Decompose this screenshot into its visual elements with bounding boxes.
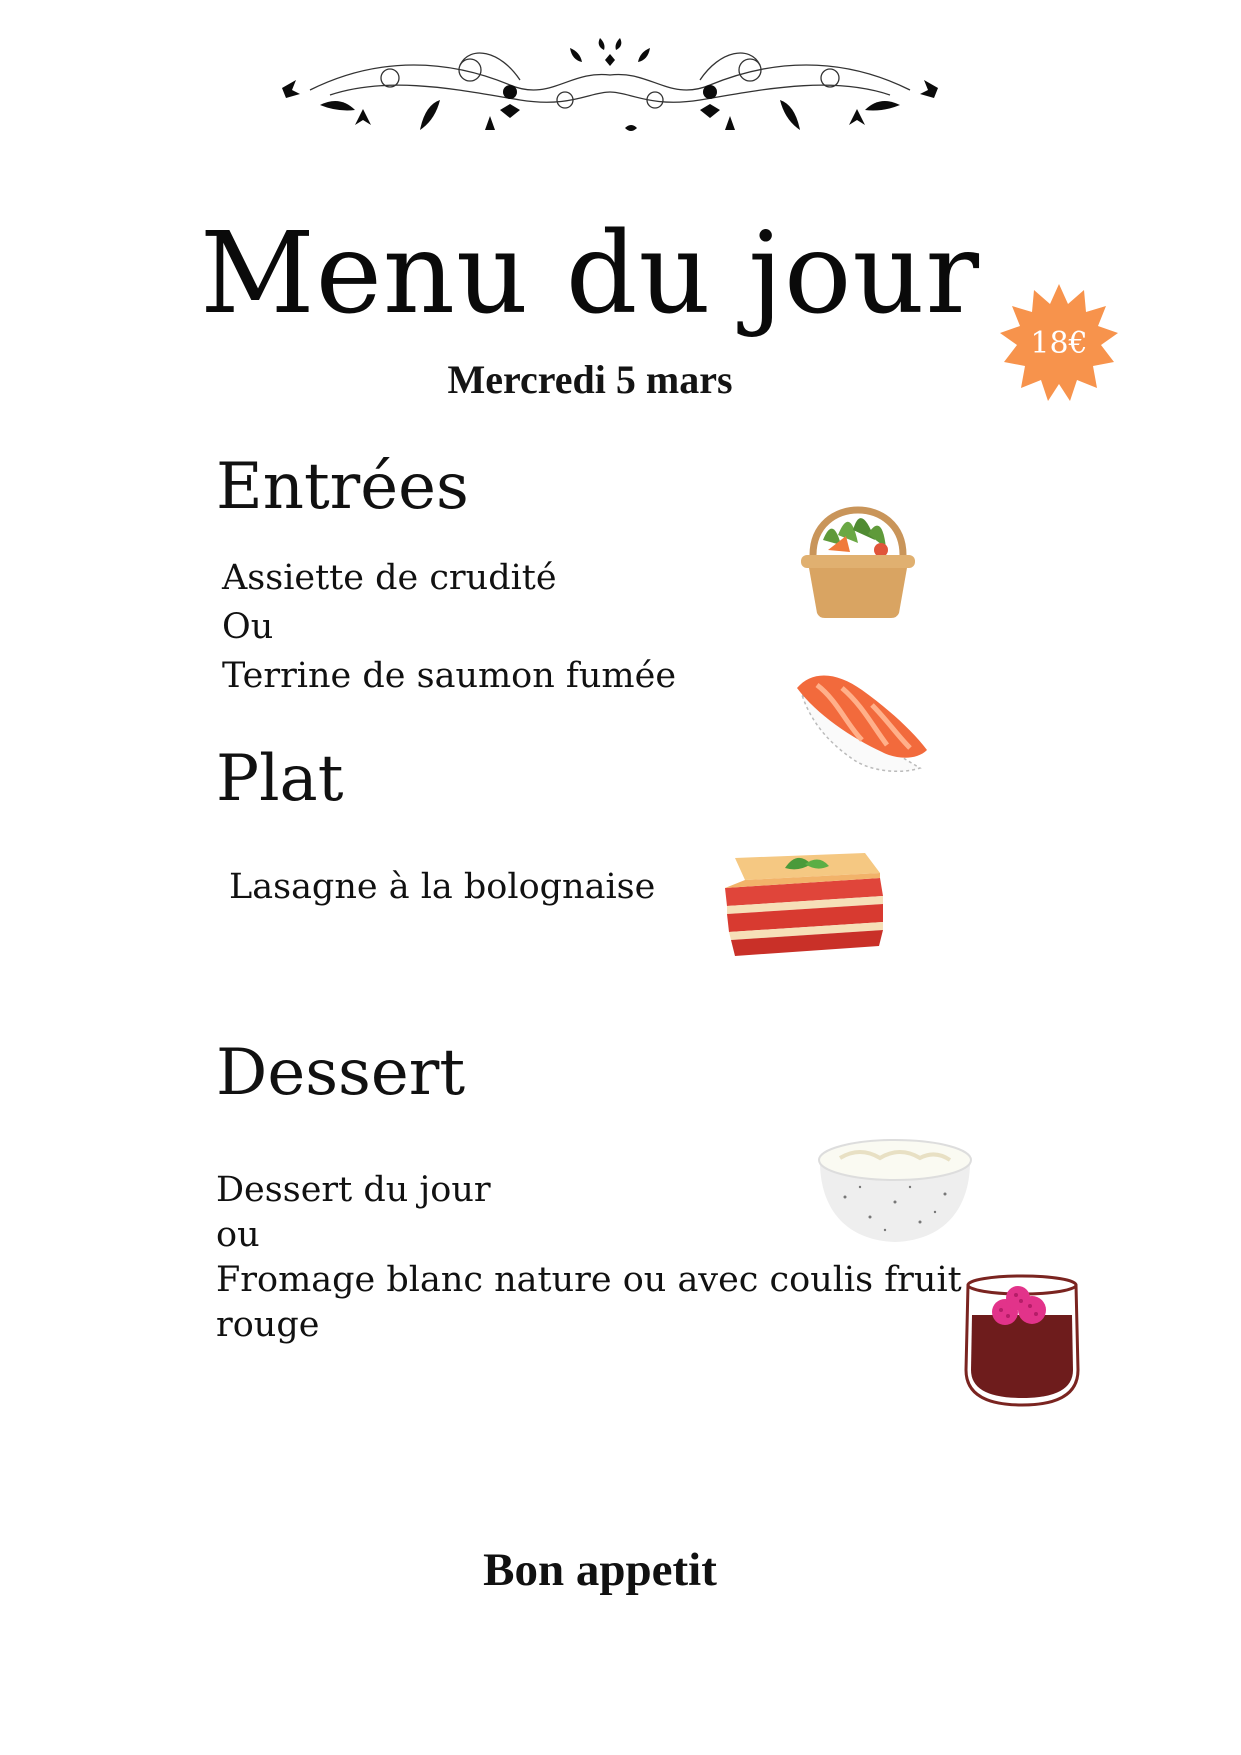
menu-date: Mercredi 5 mars — [447, 357, 733, 402]
list-item: Terrine de saumon fumée — [222, 656, 677, 696]
lasagna-icon — [715, 848, 890, 963]
section-heading-entrees: Entrées — [216, 450, 469, 524]
menu-title: Menu du jour — [199, 209, 981, 339]
section-heading-plat: Plat — [216, 742, 344, 816]
list-item: Ou — [222, 607, 274, 647]
list-item: Dessert du jour — [216, 1170, 491, 1210]
berry-coulis-glass-icon — [960, 1270, 1085, 1410]
floral-ornament-icon — [270, 30, 950, 145]
price-badge — [998, 282, 1120, 404]
section-heading-dessert: Dessert — [216, 1036, 466, 1110]
list-item: Lasagne à la bolognaise — [229, 867, 656, 907]
list-item: Fromage blanc nature ou avec coulis fruit — [216, 1260, 962, 1300]
entrees-list — [222, 554, 676, 701]
list-item: ou — [216, 1215, 260, 1255]
list-item: Assiette de crudité — [222, 558, 557, 598]
list-item: rouge — [216, 1305, 320, 1345]
plat-list — [229, 863, 655, 912]
salmon-sushi-icon — [797, 675, 927, 771]
vegetable-basket-icon — [793, 500, 923, 625]
fromage-blanc-bowl-icon — [815, 1132, 975, 1247]
price-label: 18€ — [1030, 325, 1088, 361]
closing-text: Bon appetit — [483, 1544, 717, 1596]
